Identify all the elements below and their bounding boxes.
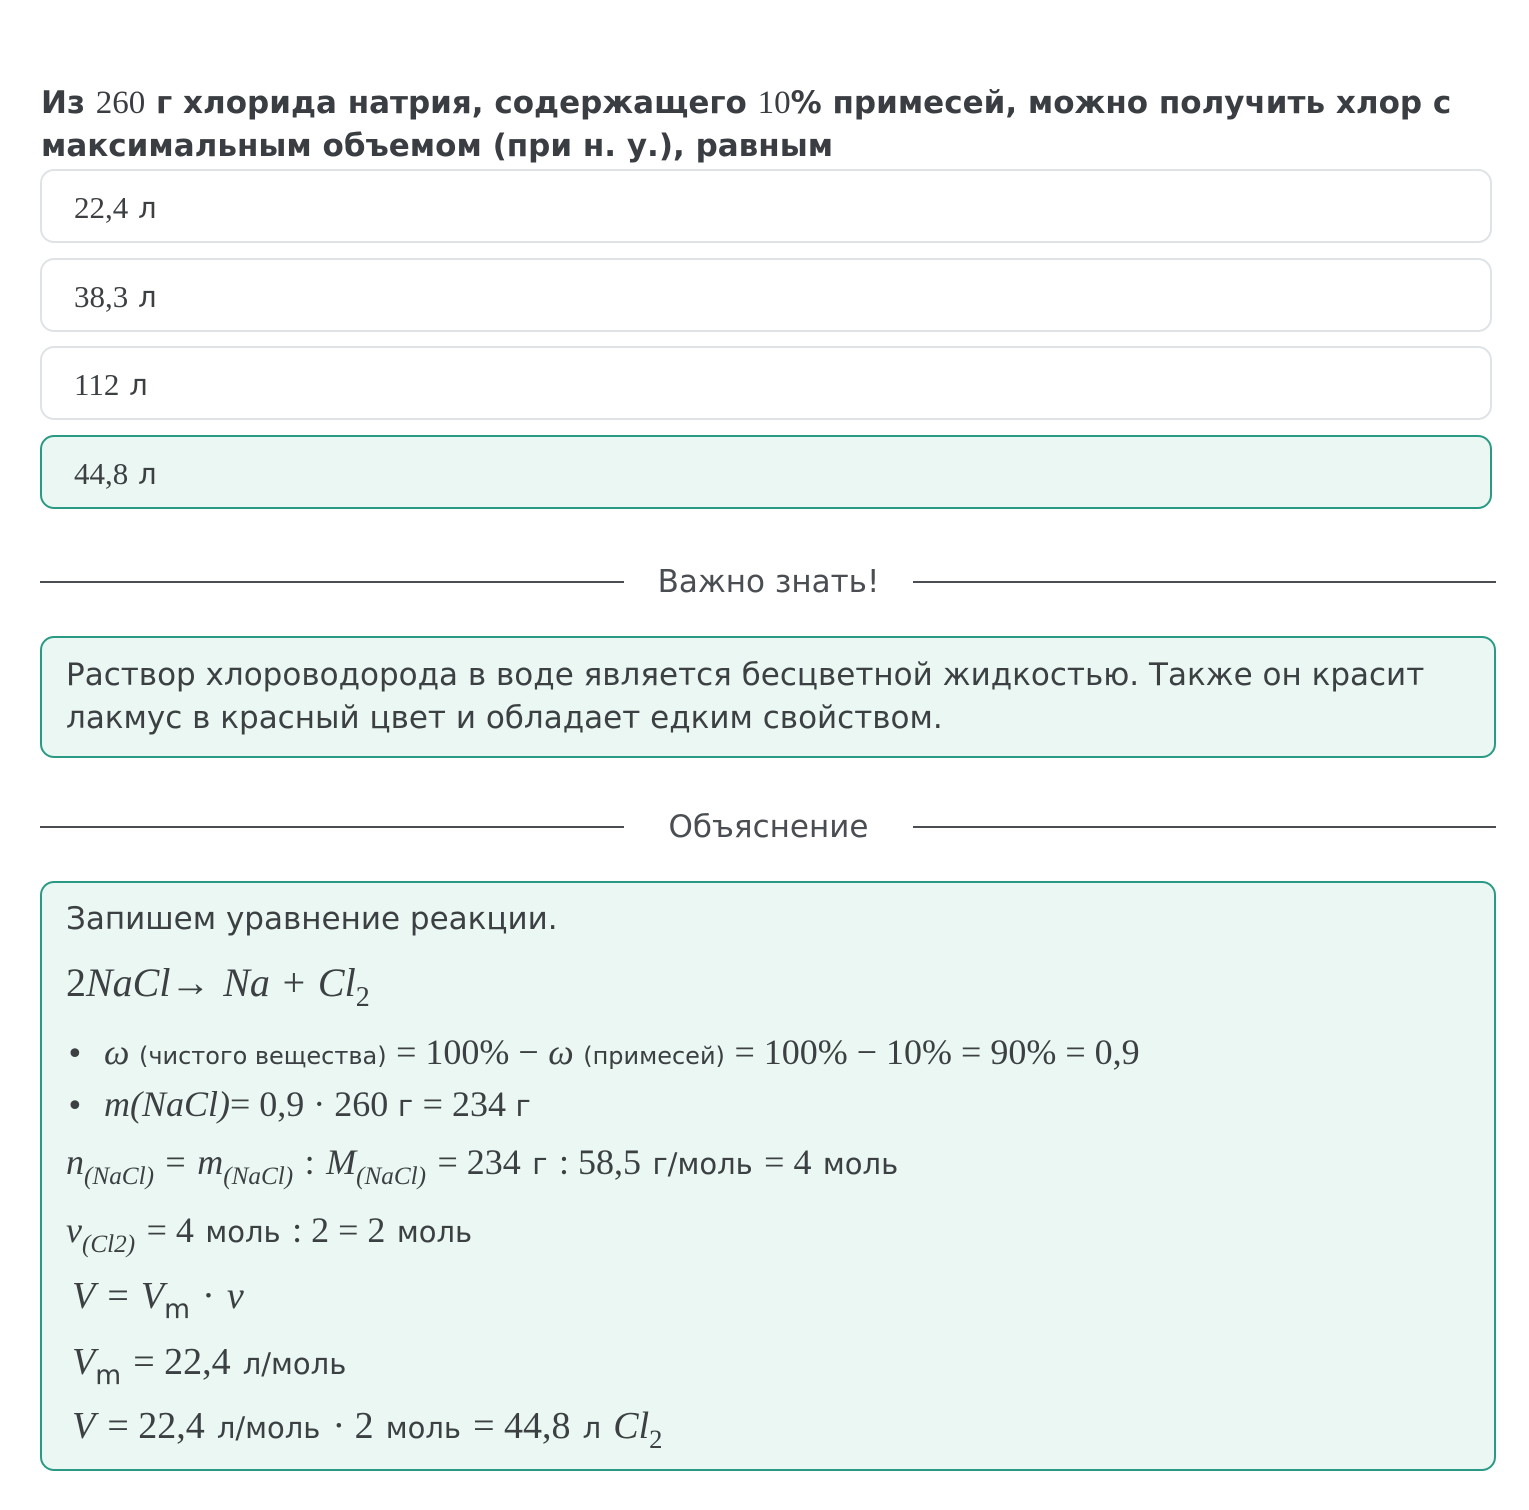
- bullet-purity: • ω (чистого вещества) = 100% − ω (примесей) = 100% − 10% = 90% = 0,9: [66, 1032, 1140, 1072]
- answer-option-4-correct[interactable]: [40, 435, 1492, 509]
- question-part: % примесей, можно получить хлор с максимальным объемом (при н. у.), равным: [41, 85, 1452, 164]
- divider-line: [913, 581, 1496, 583]
- answer-option-3[interactable]: [40, 346, 1492, 420]
- explanation-heading: Объяснение: [668, 809, 869, 845]
- answer-option-label: 112 л: [74, 367, 148, 402]
- result-volume-line: V = 22,4 л/моль · 2 моль = 44,8 л $Cl_2$: [72, 1405, 663, 1454]
- question-text: [41, 82, 1481, 168]
- moles-nacl-line: $n_{(NaCl)} = m_{(NaCl)}$ : $M_{(NaCl)} = 234$ г : 58,5 г/моль = 4 моль: [66, 1142, 899, 1190]
- question-part: г хлорида натрия, содержащего: [145, 85, 758, 121]
- answer-option-2[interactable]: [40, 258, 1492, 332]
- divider-line: [40, 581, 624, 583]
- question-number: 260: [95, 85, 146, 121]
- explanation-box: [40, 881, 1496, 1471]
- question-number: 10: [757, 85, 791, 121]
- important-note-box: [40, 636, 1496, 758]
- answer-option-1[interactable]: [40, 169, 1492, 243]
- molar-volume-line: $V_m = 22,4$ л/моль: [72, 1341, 347, 1391]
- important-note-text: Раствор хлороводорода в воде является бесцветной жидкостью. Также он красит лакмус в красный цвет и обладает едким свойством.: [66, 657, 1425, 736]
- answer-option-label: 44,8 л: [74, 456, 157, 491]
- important-heading: Важно знать!: [657, 564, 880, 600]
- explanation-divider: [40, 802, 1496, 852]
- question-part: Из: [41, 85, 96, 121]
- explanation-intro: Запишем уравнение реакции.: [66, 901, 558, 937]
- bullet-mass: • m(NaCl)= 0,9 · 260 г = 234 г: [66, 1084, 531, 1124]
- answer-option-label: 38,3 л: [74, 279, 157, 314]
- important-divider: [40, 557, 1496, 607]
- reaction-equation: 2NaCl→ $Na + Cl_2$: [66, 960, 370, 1013]
- divider-line: [913, 826, 1496, 828]
- answer-option-label: 22,4 л: [74, 190, 157, 225]
- moles-cl2-line: $v_{(Cl2)} = 4$ моль : 2 = 2 моль: [66, 1210, 473, 1258]
- divider-line: [40, 826, 624, 828]
- volume-formula-line: $V = V_m \cdot v$: [72, 1275, 244, 1325]
